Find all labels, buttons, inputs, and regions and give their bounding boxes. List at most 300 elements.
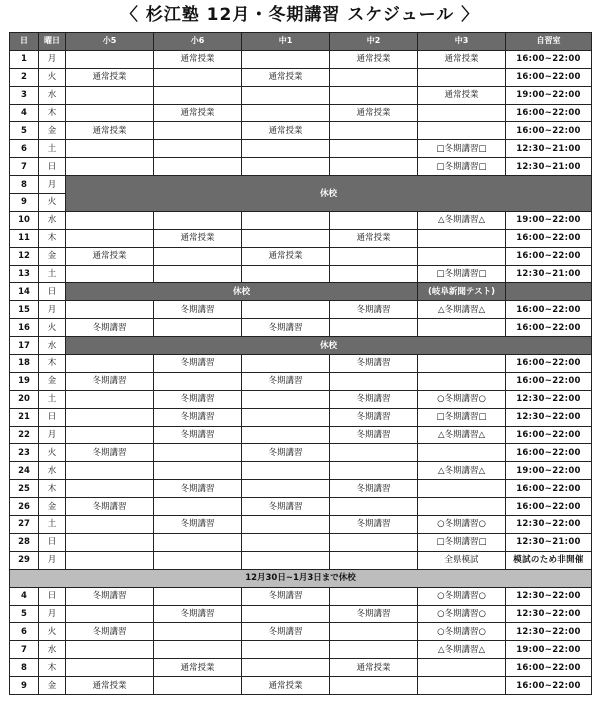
- study-room-hours: 12:30~21:00: [506, 158, 592, 176]
- study-room-hours: 16:00~22:00: [506, 229, 592, 247]
- class-cell: [154, 587, 242, 605]
- class-cell: [418, 68, 506, 86]
- class-cell: □冬期講習□: [418, 533, 506, 551]
- table-row: [10, 301, 592, 319]
- class-cell: [66, 301, 154, 319]
- class-cell: 冬期講習: [66, 587, 154, 605]
- table-row: [10, 426, 592, 444]
- class-cell: 通常授業: [154, 229, 242, 247]
- class-cell: 冬期講習: [242, 498, 330, 516]
- date-cell: 8: [10, 659, 39, 677]
- weekday-cell: 月: [39, 551, 66, 569]
- class-cell: 通常授業: [330, 50, 418, 68]
- class-cell: ○冬期講習○: [418, 390, 506, 408]
- study-room-hours: 16:00~22:00: [506, 355, 592, 373]
- class-cell: 冬期講習: [154, 426, 242, 444]
- date-cell: 5: [10, 605, 39, 623]
- class-cell: [242, 551, 330, 569]
- class-cell: [154, 122, 242, 140]
- class-cell: [242, 641, 330, 659]
- class-cell: 通常授業: [66, 68, 154, 86]
- date-cell: 3: [10, 86, 39, 104]
- date-cell: 16: [10, 319, 39, 337]
- table-row: [10, 211, 592, 229]
- class-cell: 冬期講習: [66, 372, 154, 390]
- class-cell: [154, 551, 242, 569]
- class-cell: △冬期講習△: [418, 462, 506, 480]
- closed-banner: 休校: [66, 176, 592, 212]
- date-cell: 27: [10, 516, 39, 534]
- class-cell: [242, 480, 330, 498]
- class-cell: 通常授業: [418, 86, 506, 104]
- study-room-hours: 19:00~22:00: [506, 641, 592, 659]
- class-cell: 冬期講習: [242, 372, 330, 390]
- weekday-cell: 月: [39, 301, 66, 319]
- table-row: [10, 659, 592, 677]
- date-cell: 5: [10, 122, 39, 140]
- class-cell: 冬期講習: [154, 355, 242, 373]
- class-cell: 冬期講習: [154, 516, 242, 534]
- class-cell: [66, 533, 154, 551]
- class-cell: [242, 605, 330, 623]
- table-row: [10, 587, 592, 605]
- header-jh2: 中2: [330, 33, 418, 51]
- class-cell: 冬期講習: [154, 301, 242, 319]
- weekday-cell: 月: [39, 50, 66, 68]
- table-row: [10, 158, 592, 176]
- class-cell: [418, 104, 506, 122]
- class-cell: [242, 301, 330, 319]
- study-room-hours: 12:30~22:00: [506, 623, 592, 641]
- class-cell: 冬期講習: [154, 408, 242, 426]
- date-cell: 21: [10, 408, 39, 426]
- class-cell: [154, 372, 242, 390]
- date-cell: 26: [10, 498, 39, 516]
- class-cell: [330, 677, 418, 695]
- date-cell: 1: [10, 50, 39, 68]
- class-cell: 通常授業: [66, 122, 154, 140]
- class-cell: 冬期講習: [154, 605, 242, 623]
- weekday-cell: 木: [39, 480, 66, 498]
- class-cell: [66, 462, 154, 480]
- weekday-cell: 火: [39, 319, 66, 337]
- study-room-hours: 12:30~22:00: [506, 408, 592, 426]
- study-room-hours: 模試のため非開催: [506, 551, 592, 569]
- table-row: [10, 677, 592, 695]
- date-cell: 29: [10, 551, 39, 569]
- weekday-cell: 水: [39, 337, 66, 355]
- date-cell: 25: [10, 480, 39, 498]
- weekday-cell: 火: [39, 444, 66, 462]
- class-cell: 冬期講習: [330, 301, 418, 319]
- class-cell: [66, 86, 154, 104]
- class-cell: □冬期講習□: [418, 408, 506, 426]
- class-cell: [418, 122, 506, 140]
- class-cell: [66, 50, 154, 68]
- study-room-hours: 12:30~21:00: [506, 265, 592, 283]
- date-cell: 2: [10, 68, 39, 86]
- class-cell: △冬期講習△: [418, 211, 506, 229]
- date-cell: 19: [10, 372, 39, 390]
- class-cell: [330, 641, 418, 659]
- class-cell: 通常授業: [154, 104, 242, 122]
- study-room-hours: 19:00~22:00: [506, 462, 592, 480]
- weekday-cell: 土: [39, 516, 66, 534]
- weekday-cell: 日: [39, 533, 66, 551]
- class-cell: [66, 516, 154, 534]
- closed-banner: 休校: [66, 337, 592, 355]
- class-cell: [66, 551, 154, 569]
- class-cell: 冬期講習: [330, 426, 418, 444]
- class-cell: [242, 462, 330, 480]
- weekday-cell: 火: [39, 68, 66, 86]
- class-cell: [66, 211, 154, 229]
- header-date: 日: [10, 33, 39, 51]
- class-cell: [66, 408, 154, 426]
- class-cell: [154, 140, 242, 158]
- study-room-hours: 12:30~22:00: [506, 605, 592, 623]
- class-cell: [154, 247, 242, 265]
- header-grade6: 小6: [154, 33, 242, 51]
- date-cell: 22: [10, 426, 39, 444]
- class-cell: [418, 372, 506, 390]
- class-cell: [330, 211, 418, 229]
- class-cell: [330, 372, 418, 390]
- class-cell: [330, 140, 418, 158]
- class-cell: [154, 158, 242, 176]
- class-cell: [330, 587, 418, 605]
- header-weekday: 曜日: [39, 33, 66, 51]
- page-title: 〈 杉江塾 12月・冬期講習 スケジュール 〉: [120, 5, 480, 25]
- class-cell: [154, 623, 242, 641]
- class-cell: 通常授業: [66, 677, 154, 695]
- class-cell: [242, 659, 330, 677]
- weekday-cell: 木: [39, 659, 66, 677]
- class-cell: [418, 247, 506, 265]
- class-cell: [330, 319, 418, 337]
- class-cell: 通常授業: [242, 677, 330, 695]
- class-cell: [242, 140, 330, 158]
- weekday-cell: 水: [39, 641, 66, 659]
- date-cell: 18: [10, 355, 39, 373]
- class-cell: [330, 533, 418, 551]
- class-cell: 冬期講習: [330, 480, 418, 498]
- class-cell: 通常授業: [154, 659, 242, 677]
- class-cell: [154, 319, 242, 337]
- class-cell: ○冬期講習○: [418, 605, 506, 623]
- date-cell: 8: [10, 176, 39, 194]
- class-cell: [242, 390, 330, 408]
- table-row: [10, 140, 592, 158]
- table-row: [10, 372, 592, 390]
- class-cell: [66, 480, 154, 498]
- class-cell: [418, 677, 506, 695]
- table-row: [10, 605, 592, 623]
- class-cell: □冬期講習□: [418, 158, 506, 176]
- class-cell: [66, 390, 154, 408]
- study-room-hours: 16:00~22:00: [506, 498, 592, 516]
- date-cell: 11: [10, 229, 39, 247]
- date-cell: 9: [10, 677, 39, 695]
- date-cell: 14: [10, 283, 39, 301]
- class-cell: [330, 122, 418, 140]
- class-cell: 冬期講習: [330, 408, 418, 426]
- class-cell: [242, 211, 330, 229]
- date-cell: 28: [10, 533, 39, 551]
- class-cell: [418, 355, 506, 373]
- table-row: [10, 355, 592, 373]
- table-row: [10, 283, 592, 301]
- class-cell: (岐阜新聞テスト): [418, 283, 506, 301]
- weekday-cell: 木: [39, 229, 66, 247]
- study-room-hours: 16:00~22:00: [506, 480, 592, 498]
- class-cell: [242, 158, 330, 176]
- class-cell: [418, 229, 506, 247]
- date-cell: 20: [10, 390, 39, 408]
- date-cell: 6: [10, 140, 39, 158]
- date-cell: 6: [10, 623, 39, 641]
- date-cell: 4: [10, 104, 39, 122]
- class-cell: [154, 211, 242, 229]
- study-room-hours: 19:00~22:00: [506, 86, 592, 104]
- class-cell: 冬期講習: [330, 355, 418, 373]
- class-cell: 冬期講習: [242, 444, 330, 462]
- class-cell: [66, 355, 154, 373]
- class-cell: [330, 265, 418, 283]
- class-cell: [154, 444, 242, 462]
- table-row: [10, 516, 592, 534]
- weekday-cell: 月: [39, 176, 66, 194]
- table-row: [10, 390, 592, 408]
- table-row: [10, 68, 592, 86]
- table-row: [10, 337, 592, 355]
- weekday-cell: 土: [39, 140, 66, 158]
- table-row: [10, 551, 592, 569]
- weekday-cell: 木: [39, 355, 66, 373]
- study-room-hours: 16:00~22:00: [506, 301, 592, 319]
- class-cell: ○冬期講習○: [418, 623, 506, 641]
- weekday-cell: 土: [39, 390, 66, 408]
- table-row: [10, 176, 592, 194]
- date-cell: 15: [10, 301, 39, 319]
- class-cell: [242, 533, 330, 551]
- class-cell: 通常授業: [242, 247, 330, 265]
- class-cell: [242, 50, 330, 68]
- class-cell: △冬期講習△: [418, 426, 506, 444]
- class-cell: [330, 551, 418, 569]
- class-cell: [330, 158, 418, 176]
- study-room-hours: 16:00~22:00: [506, 444, 592, 462]
- weekday-cell: 日: [39, 283, 66, 301]
- class-cell: 冬期講習: [66, 444, 154, 462]
- weekday-cell: 木: [39, 104, 66, 122]
- class-cell: 冬期講習: [242, 587, 330, 605]
- class-cell: [330, 68, 418, 86]
- study-room-hours: 12:30~22:00: [506, 587, 592, 605]
- study-room-hours: 12:30~21:00: [506, 533, 592, 551]
- table-row: [10, 480, 592, 498]
- class-cell: [154, 533, 242, 551]
- weekday-cell: 水: [39, 211, 66, 229]
- study-room-hours: 16:00~22:00: [506, 659, 592, 677]
- weekday-cell: 水: [39, 86, 66, 104]
- study-room-hours: 12:30~22:00: [506, 390, 592, 408]
- class-cell: 通常授業: [418, 50, 506, 68]
- date-cell: 12: [10, 247, 39, 265]
- weekday-cell: 金: [39, 677, 66, 695]
- date-cell: 23: [10, 444, 39, 462]
- class-cell: [418, 659, 506, 677]
- class-cell: △冬期講習△: [418, 641, 506, 659]
- header-grade5: 小5: [66, 33, 154, 51]
- weekday-cell: 金: [39, 498, 66, 516]
- class-cell: 通常授業: [330, 659, 418, 677]
- class-cell: [330, 498, 418, 516]
- holiday-band: 12月30日~1月3日まで休校: [10, 569, 592, 587]
- class-cell: 通常授業: [330, 104, 418, 122]
- class-cell: 冬期講習: [330, 516, 418, 534]
- class-cell: 冬期講習: [154, 480, 242, 498]
- class-cell: 冬期講習: [330, 605, 418, 623]
- class-cell: [154, 677, 242, 695]
- study-room-hours: 16:00~22:00: [506, 372, 592, 390]
- date-cell: 17: [10, 337, 39, 355]
- class-cell: [330, 247, 418, 265]
- holiday-band-row: [10, 569, 592, 587]
- table-row: [10, 498, 592, 516]
- table-row: [10, 247, 592, 265]
- header-jh3: 中3: [418, 33, 506, 51]
- weekday-cell: 金: [39, 372, 66, 390]
- class-cell: [330, 444, 418, 462]
- class-cell: 冬期講習: [242, 319, 330, 337]
- class-cell: 冬期講習: [66, 498, 154, 516]
- study-room-hours: 12:30~21:00: [506, 140, 592, 158]
- class-cell: 通常授業: [330, 229, 418, 247]
- class-cell: [242, 516, 330, 534]
- class-cell: [66, 265, 154, 283]
- study-room-hours: [506, 283, 592, 301]
- weekday-cell: 水: [39, 462, 66, 480]
- class-cell: [154, 641, 242, 659]
- table-row: [10, 641, 592, 659]
- class-cell: [66, 140, 154, 158]
- weekday-cell: 日: [39, 408, 66, 426]
- class-cell: △冬期講習△: [418, 301, 506, 319]
- class-cell: [66, 659, 154, 677]
- class-cell: □冬期講習□: [418, 265, 506, 283]
- class-cell: 冬期講習: [154, 390, 242, 408]
- class-cell: [66, 426, 154, 444]
- table-row: [10, 50, 592, 68]
- weekday-cell: 月: [39, 605, 66, 623]
- class-cell: 通常授業: [242, 68, 330, 86]
- class-cell: 冬期講習: [66, 319, 154, 337]
- date-cell: 9: [10, 194, 39, 212]
- closed-banner: 休校: [66, 283, 418, 301]
- schedule-table: [9, 32, 592, 695]
- study-room-hours: 16:00~22:00: [506, 426, 592, 444]
- table-row: [10, 444, 592, 462]
- class-cell: 通常授業: [66, 247, 154, 265]
- schedule-body: [10, 50, 592, 694]
- table-row: [10, 533, 592, 551]
- date-cell: 10: [10, 211, 39, 229]
- date-cell: 13: [10, 265, 39, 283]
- study-room-hours: 16:00~22:00: [506, 319, 592, 337]
- class-cell: [154, 462, 242, 480]
- class-cell: [154, 265, 242, 283]
- class-cell: [418, 444, 506, 462]
- study-room-hours: 16:00~22:00: [506, 68, 592, 86]
- date-cell: 7: [10, 641, 39, 659]
- class-cell: [66, 158, 154, 176]
- study-room-hours: 16:00~22:00: [506, 104, 592, 122]
- class-cell: 通常授業: [242, 122, 330, 140]
- date-cell: 24: [10, 462, 39, 480]
- class-cell: [418, 498, 506, 516]
- date-cell: 4: [10, 587, 39, 605]
- class-cell: [242, 408, 330, 426]
- header-study-room: 自習室: [506, 33, 592, 51]
- class-cell: [242, 426, 330, 444]
- class-cell: [242, 229, 330, 247]
- class-cell: [242, 265, 330, 283]
- study-room-hours: 19:00~22:00: [506, 211, 592, 229]
- class-cell: 冬期講習: [330, 390, 418, 408]
- weekday-cell: 月: [39, 426, 66, 444]
- study-room-hours: 16:00~22:00: [506, 677, 592, 695]
- study-room-hours: 16:00~22:00: [506, 247, 592, 265]
- weekday-cell: 金: [39, 122, 66, 140]
- class-cell: 通常授業: [154, 50, 242, 68]
- class-cell: [154, 68, 242, 86]
- weekday-cell: 日: [39, 158, 66, 176]
- class-cell: [330, 623, 418, 641]
- header-row: [10, 33, 592, 51]
- class-cell: [154, 86, 242, 104]
- class-cell: [330, 86, 418, 104]
- class-cell: 冬期講習: [66, 623, 154, 641]
- class-cell: 冬期講習: [242, 623, 330, 641]
- weekday-cell: 日: [39, 587, 66, 605]
- table-row: [10, 86, 592, 104]
- class-cell: [418, 480, 506, 498]
- weekday-cell: 火: [39, 623, 66, 641]
- class-cell: [242, 355, 330, 373]
- weekday-cell: 土: [39, 265, 66, 283]
- weekday-cell: 金: [39, 247, 66, 265]
- table-row: [10, 229, 592, 247]
- weekday-cell: 火: [39, 194, 66, 212]
- class-cell: 全県模試: [418, 551, 506, 569]
- class-cell: [242, 104, 330, 122]
- table-row: [10, 623, 592, 641]
- table-row: [10, 104, 592, 122]
- table-row: [10, 462, 592, 480]
- class-cell: [242, 86, 330, 104]
- class-cell: [66, 229, 154, 247]
- table-row: [10, 265, 592, 283]
- class-cell: [154, 498, 242, 516]
- class-cell: ○冬期講習○: [418, 516, 506, 534]
- study-room-hours: 12:30~22:00: [506, 516, 592, 534]
- class-cell: [330, 462, 418, 480]
- header-jh1: 中1: [242, 33, 330, 51]
- table-row: [10, 122, 592, 140]
- study-room-hours: 16:00~22:00: [506, 50, 592, 68]
- class-cell: [66, 641, 154, 659]
